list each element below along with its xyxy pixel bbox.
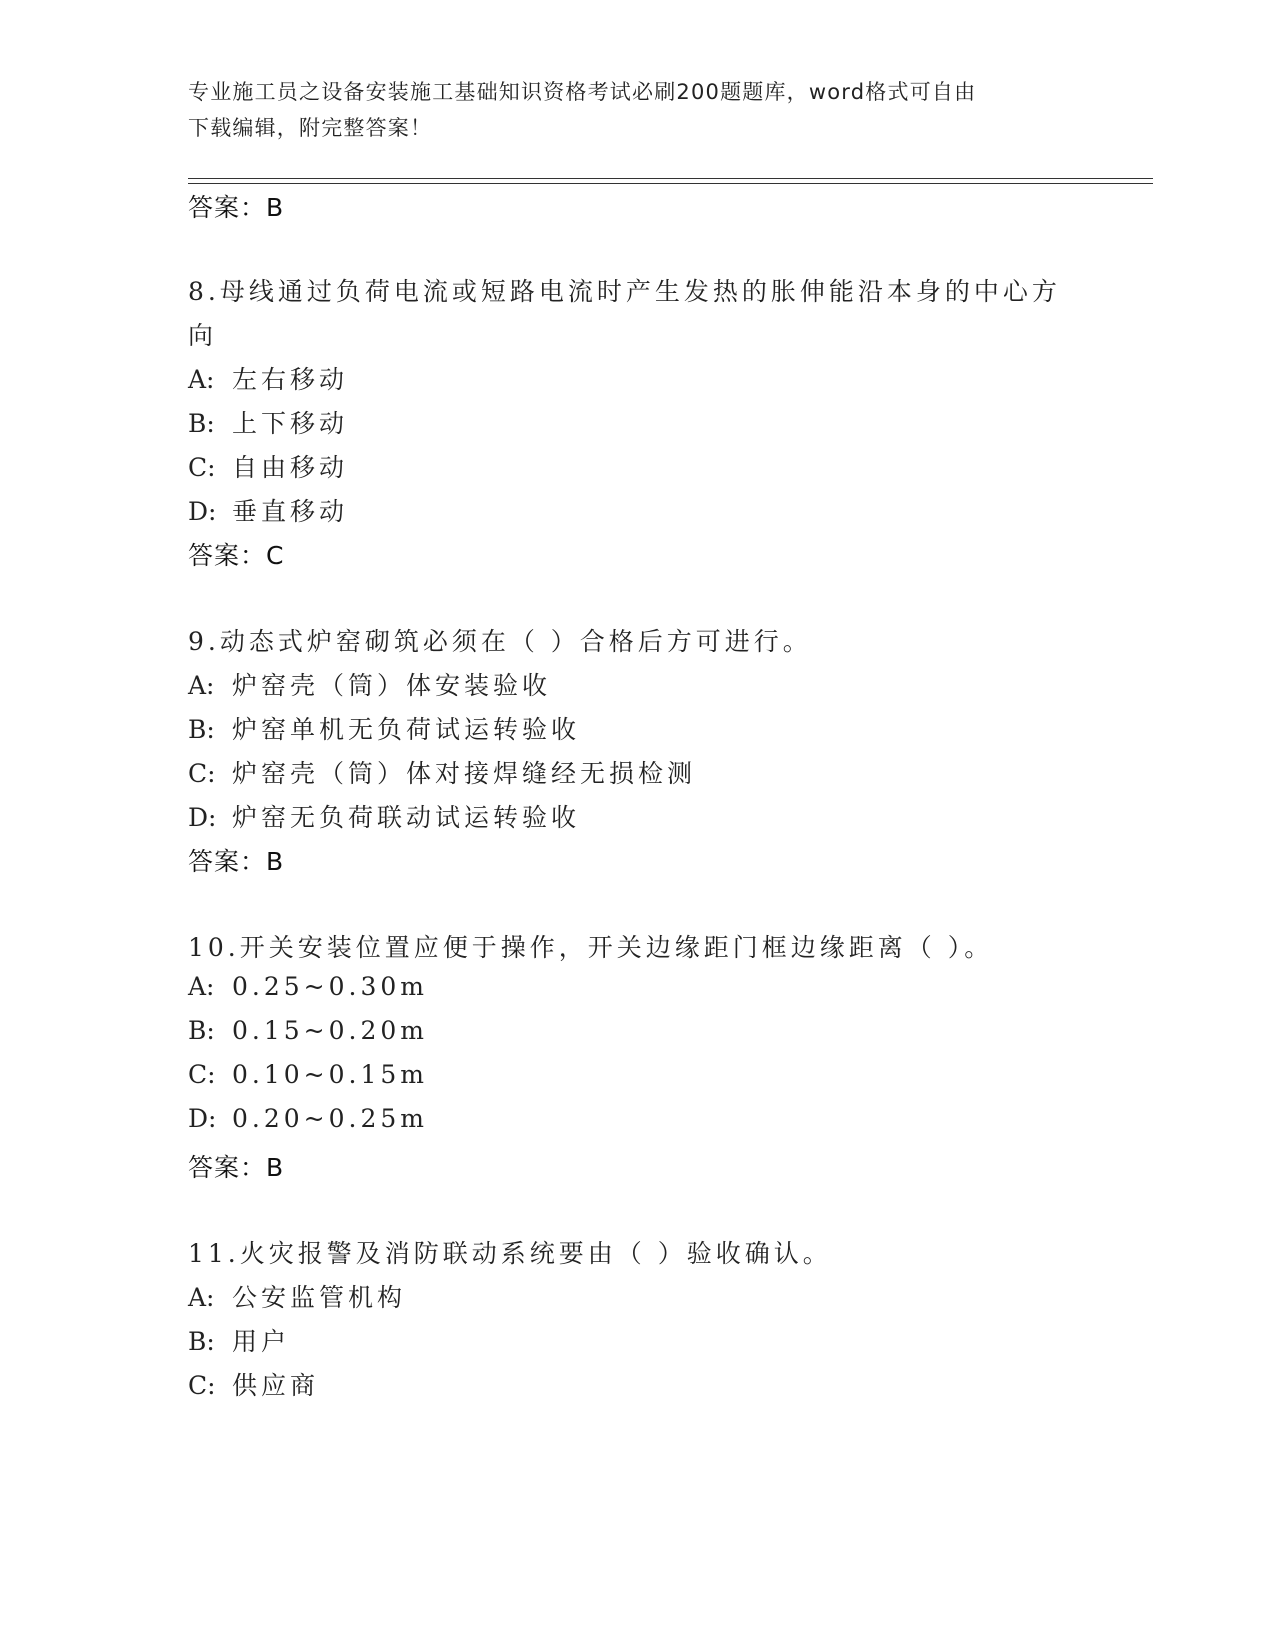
question-11-option-a xyxy=(188,1278,406,1314)
answer-label: 答案： xyxy=(188,1153,267,1182)
question-10-option-c xyxy=(188,1060,428,1089)
header-divider-top xyxy=(188,178,1153,179)
option-text: 自由移动 xyxy=(232,453,349,482)
option-text: 0.20~0.25m xyxy=(232,1104,428,1133)
option-text: 垂直移动 xyxy=(232,497,349,526)
option-key: A: xyxy=(188,365,215,394)
question-10-option-a xyxy=(188,972,428,1001)
header-divider-bottom xyxy=(188,183,1153,184)
question-9-option-b xyxy=(188,710,580,746)
option-key: A: xyxy=(188,1283,215,1312)
option-key: C: xyxy=(188,453,216,482)
option-text: 0.15~0.20m xyxy=(232,1016,428,1045)
answer-value: B xyxy=(266,193,285,222)
option-key: D: xyxy=(188,803,217,832)
option-key: B: xyxy=(188,1016,215,1045)
question-10-option-d xyxy=(188,1104,428,1133)
question-11-option-c xyxy=(188,1366,319,1402)
question-8-option-d xyxy=(188,492,348,528)
option-key: C: xyxy=(188,1371,216,1400)
option-text: 炉窑单机无负荷试运转验收 xyxy=(232,715,581,744)
option-text: 0.10~0.15m xyxy=(232,1060,428,1089)
question-8-stem-cont: 向 xyxy=(188,321,218,350)
question-10-option-b xyxy=(188,1016,428,1045)
option-key: D: xyxy=(188,1104,217,1133)
option-text: 炉窑无负荷联动试运转验收 xyxy=(232,803,581,832)
answer-value: B xyxy=(266,847,285,876)
option-key: A: xyxy=(188,972,215,1001)
question-8-stem: 8.母线通过负荷电流或短路电流时产生发热的胀伸能沿本身的中心方 xyxy=(188,277,1061,306)
question-11-option-b xyxy=(188,1322,290,1358)
answer-line-prev xyxy=(188,188,284,224)
option-text: 公安监管机构 xyxy=(232,1283,407,1312)
option-text: 左右移动 xyxy=(232,365,349,394)
option-text: 0.25~0.30m xyxy=(232,972,428,1001)
question-11-stem: 11.火灾报警及消防联动系统要由（ ）验收确认。 xyxy=(188,1239,832,1268)
question-8-option-a xyxy=(188,360,348,396)
option-text: 供应商 xyxy=(232,1371,320,1400)
question-8-option-c xyxy=(188,448,348,484)
option-text: 炉窑壳（筒）体对接焊缝经无损检测 xyxy=(232,759,697,788)
answer-value: C xyxy=(266,541,285,570)
question-8-answer xyxy=(188,536,284,572)
header-line-2: 下载编辑，附完整答案！ xyxy=(188,116,433,140)
option-key: A: xyxy=(188,671,215,700)
answer-label: 答案： xyxy=(188,541,267,570)
option-key: C: xyxy=(188,1060,216,1089)
option-text: 上下移动 xyxy=(232,409,349,438)
header-line-1: 专业施工员之设备安装施工基础知识资格考试必刷200题题库，word格式可自由 xyxy=(188,80,977,104)
question-10-stem: 10.开关安装位置应便于操作，开关边缘距门框边缘距离（ ）。 xyxy=(188,933,994,962)
answer-label: 答案： xyxy=(188,847,267,876)
option-key: C: xyxy=(188,759,216,788)
option-key: B: xyxy=(188,715,215,744)
question-9-option-a xyxy=(188,666,551,702)
option-key: B: xyxy=(188,409,215,438)
question-8-option-b xyxy=(188,404,348,440)
question-9-answer xyxy=(188,842,284,878)
answer-label: 答案： xyxy=(188,193,267,222)
question-9-option-c xyxy=(188,754,696,790)
question-9-stem: 9.动态式炉窑砌筑必须在（ ）合格后方可进行。 xyxy=(188,627,812,656)
option-text: 炉窑壳（筒）体安装验收 xyxy=(232,671,552,700)
answer-value: B xyxy=(266,1153,285,1182)
question-9-option-d xyxy=(188,798,580,834)
option-text: 用户 xyxy=(232,1327,291,1356)
document-header xyxy=(188,74,1088,146)
question-10-answer xyxy=(188,1148,284,1184)
option-key: B: xyxy=(188,1327,215,1356)
option-key: D: xyxy=(188,497,217,526)
